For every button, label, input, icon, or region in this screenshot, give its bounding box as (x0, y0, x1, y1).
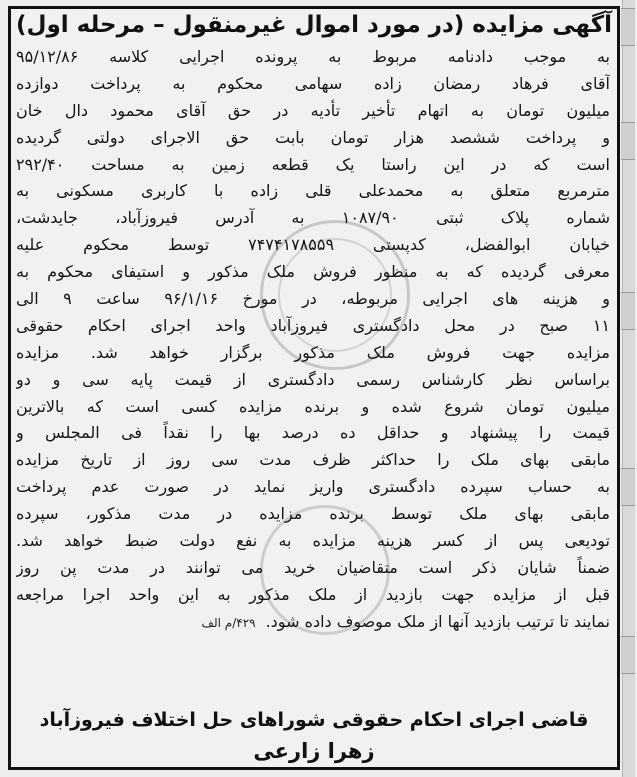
notice-body (16, 44, 610, 636)
edge-fold (621, 8, 635, 46)
body-line: و پرداخت ششصد هزار تومان بابت حق الاجرای دولتی گردیده (16, 127, 610, 147)
body-line: قبل از مزایده جهت بازدید از ملک مذکور به این واحد اجرا مراجعه (16, 584, 610, 604)
body-line: و هزینه های اجرایی مربوطه، در مورخ ۹۶/۱/۱۶ ساعت ۹ الی (16, 289, 610, 309)
body-line: آقای فرهاد رمضان زاده سهامی محکوم به پرداخت دوازده (16, 73, 610, 93)
body-line: ضمناً شایان ذکر است متقاضیان خرید می توانند در مدت پن روز (16, 557, 610, 577)
body-line: است که در این راستا یک قطعه زمین به مساحت ۲۹۲/۴۰ (16, 154, 610, 174)
body-line: مابقی بهای ملک را حداکثر ظرف مدت سی روز از تاریخ مزایده (16, 450, 610, 470)
body-line: معرفی گردیده که به منظور فروش ملک مذکور و استیفای محکوم به (16, 262, 610, 282)
body-line: مترمربع متعلق به محمدعلی قلی زاده با کاربری مسکونی به (16, 181, 610, 201)
issuing-authority: قاضی اجرای احکام حقوقی شوراهای حل اختلاف فیروزآباد (39, 709, 589, 731)
notice-title: آگهی مزایده (در مورد اموال غیرمنقول – مرحله اول) (16, 12, 612, 38)
body-line: قیمت را پیشنهاد و حداقل ده درصد بها را نقداً فی المجلس و (16, 423, 610, 443)
edge-fold (621, 636, 635, 674)
body-line: به موجب دادنامه مربوط به پرونده اجرایی کلاسه ۹۵/۱۲/۸۶ (16, 47, 610, 66)
body-line: شماره پلاک ثبتی ۱۰۸۷/۹۰ به آدرس فیروزآباد، جایدشت، (16, 208, 610, 228)
body-line: خیابان ابوالفضل، کدپستی ۷۴۷۴۱۷۸۵۵۹ توسط محکوم علیه (16, 235, 610, 255)
page-edge (622, 0, 635, 777)
signer-name: زهرا زارعی (253, 739, 375, 763)
edge-fold (621, 122, 635, 160)
body-line-final (16, 609, 610, 636)
edge-fold (621, 292, 635, 330)
body-line: میلیون تومان به اتهام تأخیر تأدیه در حق آقای محمود دال خان (16, 100, 610, 120)
edge-fold (621, 468, 635, 506)
body-line: مابقی بهای ملک توسط برنده مزایده در مدت مذکور، سپرده (16, 504, 610, 524)
body-line: ۱۱ صبح در محل دادگستری فیروزآباد واحد اجرای احکام حقوقی (16, 315, 610, 335)
code-reference: ۴۲۹/م الف (201, 615, 256, 630)
body-line: تودیعی پس از کسر هزینه مزایده به نفع دولت ضبط خواهد شد. (16, 531, 610, 551)
body-line: میلیون تومان شروع شده و برنده مزایده کسی است که بالاترین (16, 396, 610, 416)
body-line-final-text: نمایند تا ترتیب بازدید آنها از ملک موصوف داده شود. (265, 611, 610, 631)
body-line: براساس نظر کارشناس رسمی دادگستری از قیمت پایه سی و دو (16, 369, 610, 389)
body-line: مزایده جهت فروش ملک مذکور برگزار خواهد شد. مزایده (16, 342, 610, 362)
body-line: به حساب سپرده دادگستری واریز نماید در صورت عدم پرداخت (16, 477, 610, 497)
